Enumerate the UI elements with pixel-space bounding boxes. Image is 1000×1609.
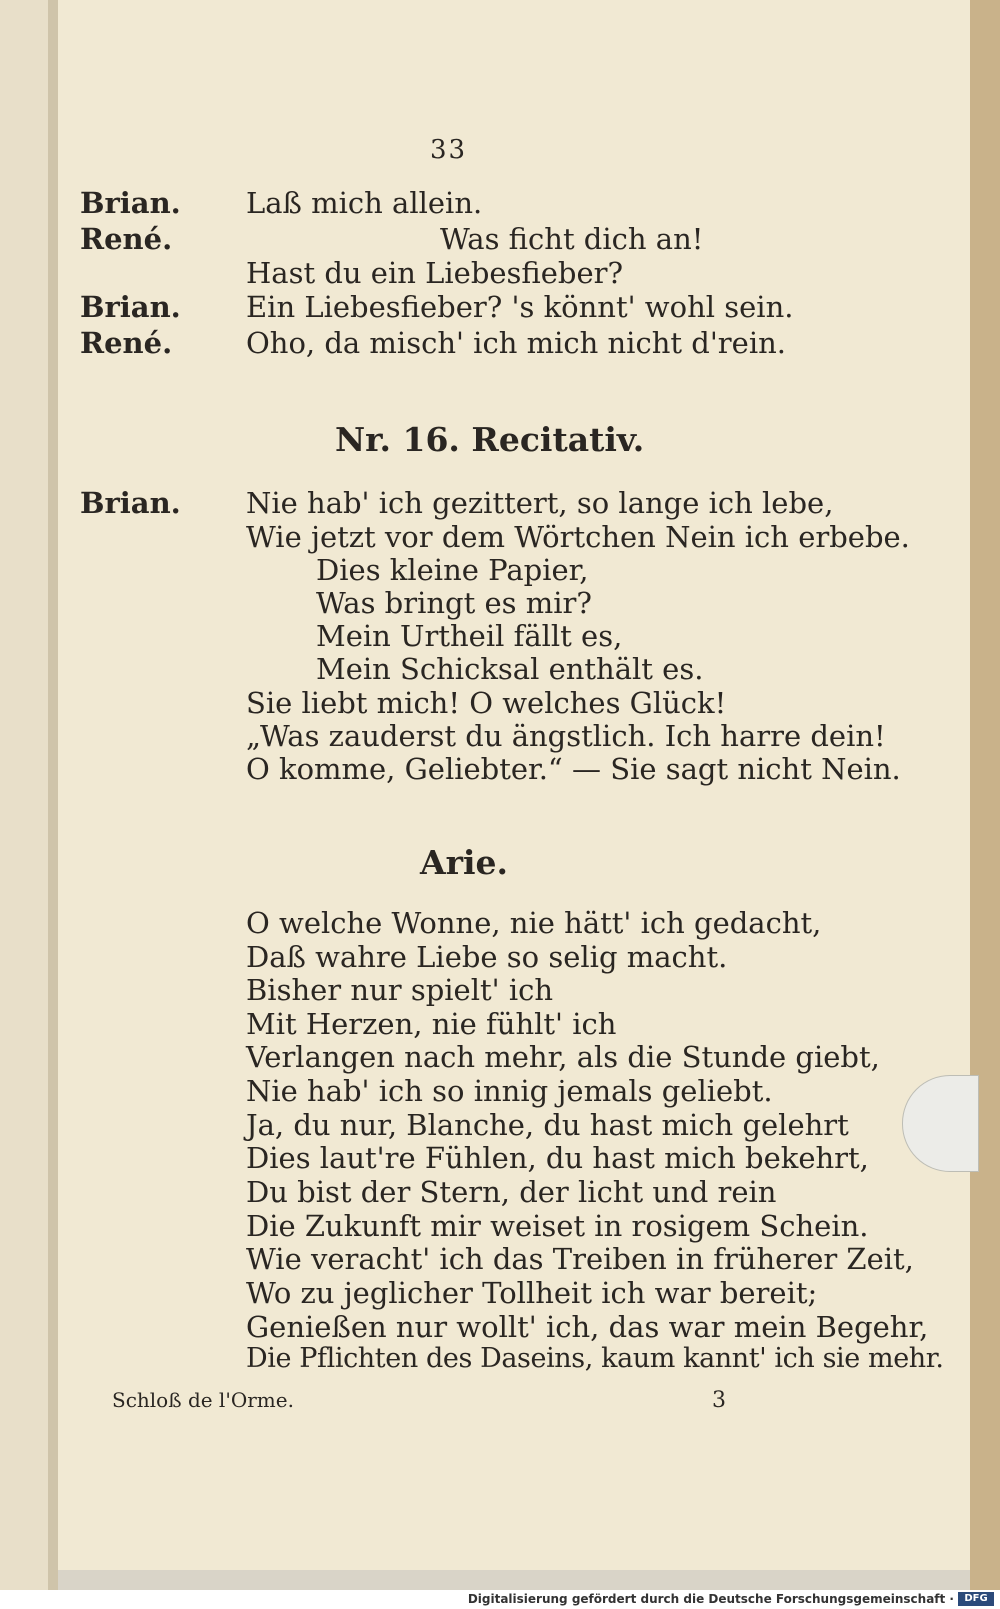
dialogue-line: Was ficht dich an! — [440, 222, 704, 256]
dialogue-line: Laß mich allein. — [246, 186, 483, 220]
signature-mark: 3 — [712, 1388, 726, 1413]
speaker-label: René. — [80, 222, 173, 256]
verse-line: Sie liebt mich! O welches Glück! — [246, 686, 727, 720]
verse-line: Verlangen nach mehr, als die Stunde giebt, — [246, 1040, 880, 1074]
speaker-label: Brian. — [80, 186, 181, 220]
verse-line: O komme, Geliebter.“ — Sie sagt nicht Nein. — [246, 752, 901, 786]
verse-line: Dies laut're Fühlen, du hast mich bekehrt, — [246, 1141, 869, 1175]
arie-heading: Arie. — [420, 843, 509, 882]
verse-line: Was bringt es mir? — [316, 586, 592, 620]
dialogue-line: Hast du ein Liebesfieber? — [246, 256, 624, 290]
verse-line: O welche Wonne, nie hätt' ich gedacht, — [246, 906, 822, 940]
digitization-credit-bar — [0, 1590, 1000, 1609]
book-gutter — [48, 0, 58, 1590]
verse-line: Nie hab' ich so innig jemals geliebt. — [246, 1074, 773, 1108]
verse-line: Die Zukunft mir weiset in rosigem Schein. — [246, 1209, 869, 1243]
verse-line: Mit Herzen, nie fühlt' ich — [246, 1007, 617, 1041]
verse-line: Mein Urtheil fällt es, — [316, 619, 623, 653]
verse-line: Mein Schicksal enthält es. — [316, 652, 704, 686]
verse-line: „Was zauderst du ängstlich. Ich harre dein! — [246, 719, 886, 753]
verse-line: Wo zu jeglicher Tollheit ich war bereit; — [246, 1276, 818, 1310]
dialogue-line: Ein Liebesfieber? 's könnt' wohl sein. — [246, 290, 794, 324]
speaker-label: Brian. — [80, 486, 181, 520]
verse-line: Du bist der Stern, der licht und rein — [246, 1175, 777, 1209]
verse-line: Die Pflichten des Daseins, kaum kannt' ich sie mehr. — [246, 1343, 944, 1374]
verse-line: Nie hab' ich gezittert, so lange ich lebe, — [246, 486, 834, 520]
speaker-label: Brian. — [80, 290, 181, 324]
speaker-label: René. — [80, 326, 173, 360]
verse-line: Ja, du nur, Blanche, du hast mich gelehrt — [246, 1108, 849, 1142]
dfg-logo: DFG — [958, 1592, 994, 1606]
recitativ-heading: Nr. 16. Recitativ. — [335, 420, 645, 459]
verse-line: Bisher nur spielt' ich — [246, 973, 554, 1007]
verse-line: Daß wahre Liebe so selig macht. — [246, 940, 728, 974]
dialogue-line: Oho, da misch' ich mich nicht d'rein. — [246, 326, 786, 360]
footer-title: Schloß de l'Orme. — [112, 1388, 294, 1412]
verse-line: Genießen nur wollt' ich, das war mein Begehr, — [246, 1310, 929, 1344]
left-page-margin — [0, 0, 50, 1590]
verse-line: Dies kleine Papier, — [316, 553, 589, 587]
credit-text: Digitalisierung gefördert durch die Deutsche Forschungsgemeinschaft · — [467, 1592, 954, 1606]
page-edge — [970, 0, 1000, 1590]
page-number: 33 — [430, 135, 468, 165]
verse-line: Wie jetzt vor dem Wörtchen Nein ich erbebe. — [246, 520, 910, 554]
verse-line: Wie veracht' ich das Treiben in früherer Zeit, — [246, 1242, 914, 1276]
